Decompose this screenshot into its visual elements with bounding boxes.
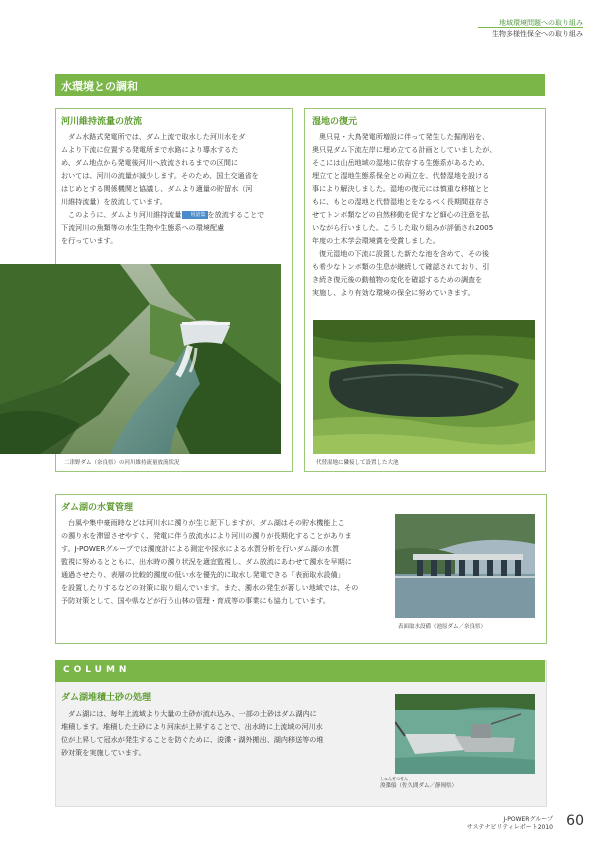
column-title: ダム湖堆積土砂の処理: [61, 693, 152, 703]
text-line: 予防対策として、国や県などが行う山林の管理・育成等の事業にも協力しています。: [61, 596, 330, 605]
river-flow-text: [61, 130, 285, 247]
text-line: 監視に努めるとともに、出水時の濁り状況を適宜監視し、ダム放流にあわせて濁水を早期に: [61, 557, 352, 566]
text-line: を行っています。: [61, 236, 118, 245]
text-span: このように、ダムより河川維持流量: [68, 210, 182, 219]
text-line: 埋立てと湿地生態系保全との両立を、代替湿地を設ける: [312, 171, 490, 180]
text-line: 復元湿地の下流に設置した新たな池を含めて、その後: [319, 249, 490, 258]
dredger-photo-caption: 浚渫船（佐久間ダム／静岡県）: [380, 783, 458, 789]
brand-line: J-POWERグループ: [503, 816, 553, 823]
section-title: 水環境との調和: [61, 80, 138, 93]
dam-discharge-photo: [0, 264, 281, 454]
text-line: 台風や集中豪雨時などは河川水に濁りが生じ泥下しますが、ダム湖はその貯水機能上こ: [68, 518, 345, 527]
text-line: す。J-POWERグループでは濁度計による測定や採水による水質分析を行いダム湖の水質: [61, 544, 340, 553]
text-span: を放流することで: [207, 210, 265, 219]
text-line: そこには山岳地域の湿地に依存する生態系があるため、: [312, 158, 490, 167]
column-text: [61, 707, 391, 759]
header-subcategory: 生物多様性保全への取り組み: [492, 30, 583, 38]
text-line: 事により解決しました。湿地の復元には慎重な移植とと: [312, 184, 490, 193]
column-label: COLUMN: [63, 665, 131, 675]
text-line: せてトンボ類などの自然移動を促すなど細心の注意を払: [312, 210, 490, 219]
text-line: おいては、河川の流量が減少します。そのため、国土交通省を: [61, 171, 259, 180]
text-line: 通過させたり、表層の比較的濁度の低い水を優先的に取水し発電できる「表面取水設備」: [61, 570, 345, 579]
text-line: 堆積します。堆積した土砂により河床が上昇することで、出水時に上流域の河川水: [61, 722, 323, 731]
text-line: [61, 208, 285, 221]
header-category: 地域環境問題への取り組み: [499, 19, 583, 27]
text-line: はじめとする関係機関と協議し、ダムより適量の貯留水（河: [61, 184, 253, 193]
water-quality-title: ダム湖の水質管理: [61, 503, 134, 513]
dam-photo-caption: 二津野ダム（奈良県）の河川維持流量放流状況: [64, 460, 180, 466]
text-line: の濁り水を滞留させやすく、発電に伴う放流水により河川の濁りが長期化することがありま: [61, 531, 352, 540]
wetland-photo-caption: 代替湿地に隣接して設置した大池: [316, 460, 399, 466]
text-line: を設置したりするなどの対策に取り組んでいます。また、濁水の発生が著しい地域では、その: [61, 583, 359, 592]
surface-intake-photo: [395, 514, 535, 618]
dredger-ruby: しゅんせつせん: [380, 776, 408, 781]
text-line: も希少なトンボ類の生息が継続して確認されており、引: [312, 262, 490, 271]
brand-line: サステナビリティレポート2010: [466, 824, 553, 831]
wetland-text: [312, 130, 538, 299]
wetland-pond-photo: [313, 320, 535, 454]
section-title-bar: [55, 74, 545, 96]
text-line: いながら行いました。こうした取り組みが評価され2005: [312, 223, 494, 232]
text-line: 位が上昇して冠水が発生することを防ぐために、浚渫・湖外搬出、湖内移送等の堆: [61, 735, 324, 744]
glossary-badge[interactable]: 用語集: [182, 211, 208, 219]
water-quality-text: [61, 516, 391, 607]
text-line: 下流河川の魚類等の水生生物や生態系への環境配慮: [61, 223, 225, 232]
text-line: もに、もとの湿地と代替湿地とをなるべく長期間並存さ: [312, 197, 490, 206]
column-bar: [55, 660, 545, 682]
dredger-photo: [395, 694, 535, 774]
text-line: 川維持流量）を放流しています。: [61, 197, 167, 206]
text-line: 奥只見ダム下流左岸に埋め立てる計画としていましたが、: [312, 145, 497, 154]
text-line: ムより下流に位置する発電所まで水路により導水するた: [61, 145, 239, 154]
text-line: 砂対策を実施しています。: [61, 748, 146, 757]
intake-photo-caption: 表面取水設備（池原ダム／奈良県）: [398, 624, 487, 630]
footer-brand: [467, 816, 553, 832]
page-number: 60: [566, 813, 584, 829]
text-line: 年度の土木学会環境賞を受賞しました。: [312, 236, 440, 245]
header-divider: [478, 27, 583, 28]
text-line: ダム湖には、毎年上流域より大量の土砂が流れ込み、一部の土砂はダム湖内に: [68, 709, 317, 718]
text-line: 奥只見・大鳥発電所増設に伴って発生した掘削岩を、: [319, 132, 490, 141]
river-flow-title: 河川維持流量の放流: [61, 117, 143, 127]
text-line: ダム水路式発電所では、ダム上流で取水した河川水をダ: [68, 132, 246, 141]
text-line: め、ダム地点から発電後河川へ放流されるまでの区間に: [61, 158, 239, 167]
text-line: き続き復元後の動植物の変化を確認するための調査を: [312, 275, 483, 284]
text-line: 実施し、より有効な環境の保全に努めていきます。: [312, 288, 475, 297]
wetland-title: 湿地の復元: [312, 117, 358, 127]
